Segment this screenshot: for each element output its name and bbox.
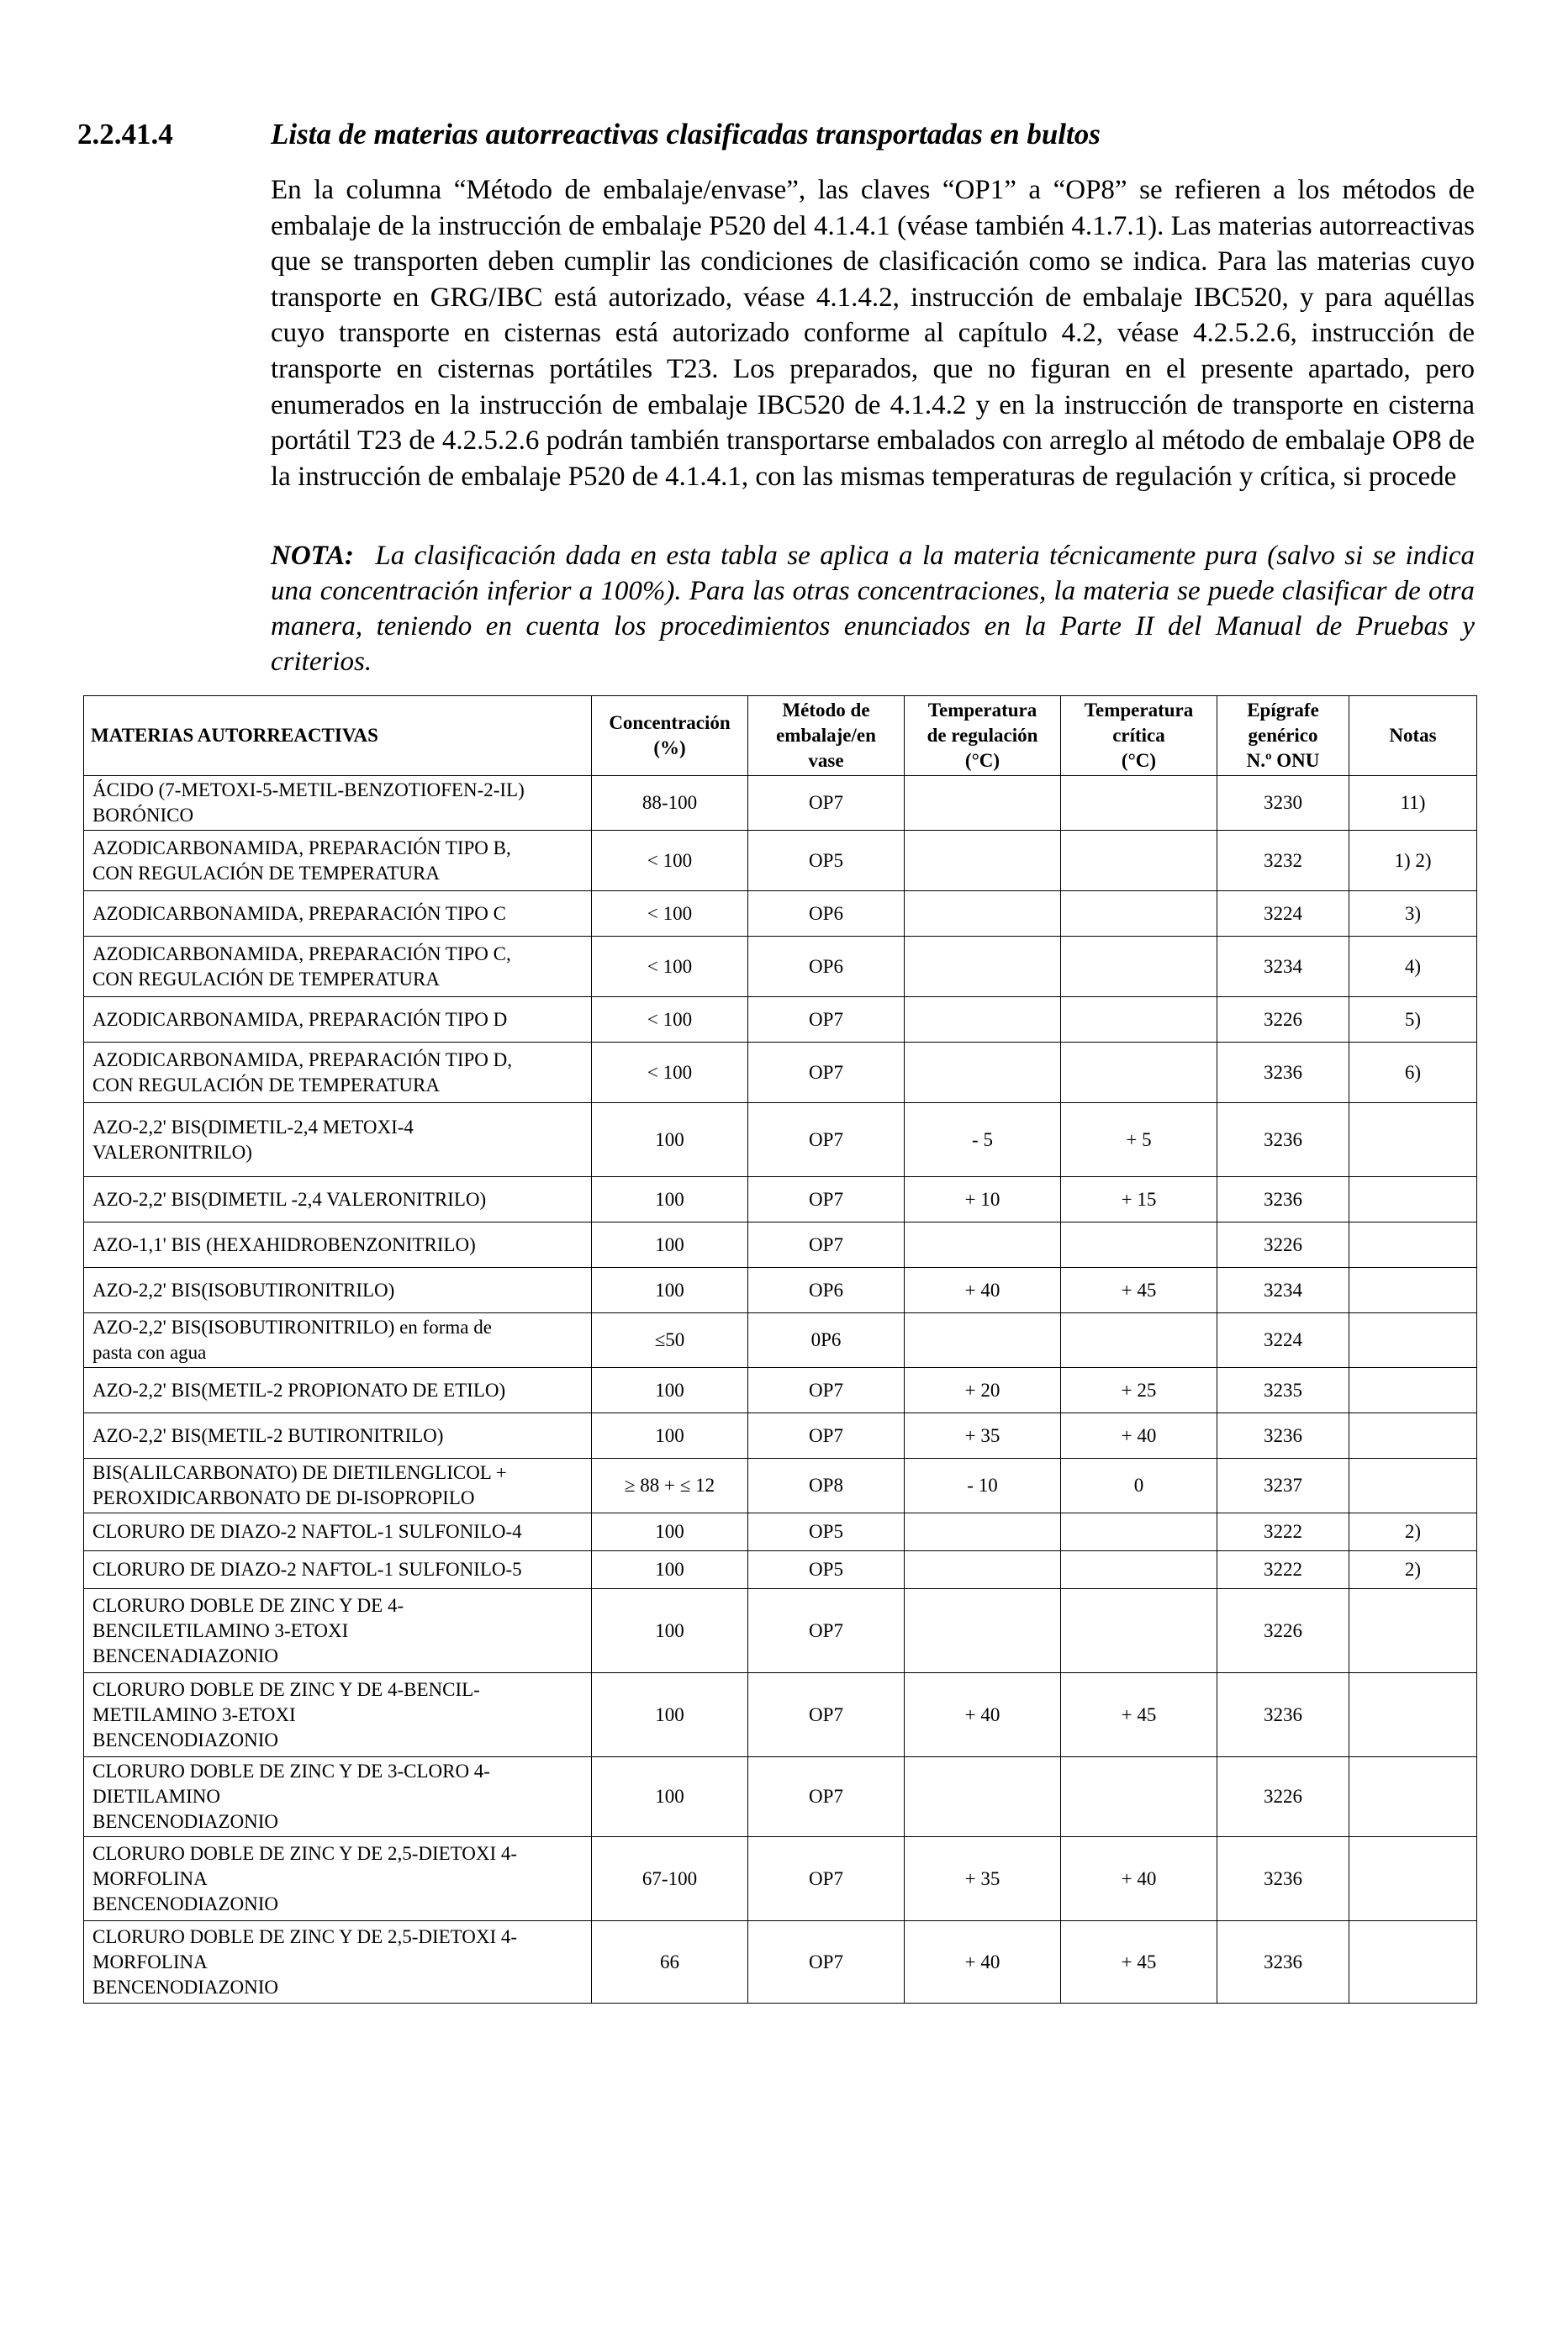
row-name: AZO-2,2' BIS(DIMETIL -2,4 VALERONITRILO) [84, 1177, 592, 1222]
row-concentracion: 100 [592, 1513, 748, 1551]
row-un-number: 3226 [1217, 1222, 1349, 1268]
row-temp-regulacion [905, 997, 1061, 1043]
row-metodo: OP7 [748, 1177, 905, 1222]
row-name: CLORURO DE DIAZO-2 NAFTOL-1 SULFONILO-4 [84, 1513, 592, 1551]
row-name: AZO-1,1' BIS (HEXAHIDROBENZONITRILO) [84, 1222, 592, 1268]
row-name: AZODICARBONAMIDA, PREPARACIÓN TIPO B, CON REGULACIÓN DE TEMPERATURA [84, 831, 592, 891]
row-metodo: OP5 [748, 831, 905, 891]
row-notas [1349, 1921, 1477, 2004]
table-row [84, 1177, 1477, 1222]
row-metodo: OP5 [748, 1513, 905, 1551]
row-name: AZO-2,2' BIS(METIL-2 PROPIONATO DE ETILO) [84, 1368, 592, 1413]
row-concentracion: < 100 [592, 831, 748, 891]
row-un-number: 3237 [1217, 1459, 1349, 1513]
row-notas [1349, 1757, 1477, 1837]
row-un-number: 3230 [1217, 776, 1349, 831]
row-metodo: OP7 [748, 1837, 905, 1921]
row-name: AZO-2,2' BIS(DIMETIL-2,4 METOXI-4 VALERONITRILO) [84, 1103, 592, 1177]
row-notas [1349, 1313, 1477, 1368]
row-name: AZODICARBONAMIDA, PREPARACIÓN TIPO D [84, 997, 592, 1043]
note-label: NOTA: [271, 541, 354, 571]
row-concentracion: 100 [592, 1222, 748, 1268]
row-metodo: OP7 [748, 997, 905, 1043]
row-concentracion: 67-100 [592, 1837, 748, 1921]
row-un-number: 3226 [1217, 997, 1349, 1043]
row-temp-regulacion [905, 937, 1061, 997]
row-un-number: 3234 [1217, 1268, 1349, 1313]
row-concentracion: 100 [592, 1551, 748, 1589]
row-un-number: 3234 [1217, 937, 1349, 997]
row-temp-critica [1061, 1589, 1217, 1673]
row-concentracion: 66 [592, 1921, 748, 2004]
row-concentracion: < 100 [592, 1043, 748, 1103]
table-row [84, 1222, 1477, 1268]
table-row [84, 1043, 1477, 1103]
row-notas: 4) [1349, 937, 1477, 997]
row-name: CLORURO DOBLE DE ZINC Y DE 2,5-DIETOXI 4- MORFOLINA BENCENODIAZONIO [84, 1837, 592, 1921]
row-concentracion: 88-100 [592, 776, 748, 831]
row-metodo: OP7 [748, 1921, 905, 2004]
table-row [84, 1459, 1477, 1513]
row-temp-critica [1061, 1551, 1217, 1589]
row-un-number: 3232 [1217, 831, 1349, 891]
table-row [84, 1368, 1477, 1413]
row-temp-regulacion [905, 1222, 1061, 1268]
row-concentracion: < 100 [592, 937, 748, 997]
table-row [84, 997, 1477, 1043]
row-notas [1349, 1589, 1477, 1673]
row-temp-regulacion: + 35 [905, 1837, 1061, 1921]
row-notas [1349, 1268, 1477, 1313]
row-temp-regulacion [905, 1513, 1061, 1551]
row-temp-regulacion [905, 1313, 1061, 1368]
table-row [84, 1673, 1477, 1757]
row-notas [1349, 1837, 1477, 1921]
table-row [84, 891, 1477, 937]
header-temp-critica: Temperatura crítica (°C) [1061, 696, 1217, 776]
row-un-number: 3236 [1217, 1921, 1349, 2004]
row-name: CLORURO DOBLE DE ZINC Y DE 2,5-DIETOXI 4- MORFOLINA BENCENODIAZONIO [84, 1921, 592, 2004]
table-header-row [84, 696, 1477, 776]
row-temp-regulacion: + 10 [905, 1177, 1061, 1222]
row-temp-critica [1061, 1043, 1217, 1103]
row-metodo: 0P6 [748, 1313, 905, 1368]
row-notas [1349, 1368, 1477, 1413]
row-metodo: OP7 [748, 1103, 905, 1177]
row-un-number: 3236 [1217, 1413, 1349, 1459]
header-materias: MATERIAS AUTORREACTIVAS [84, 696, 592, 776]
row-concentracion: < 100 [592, 891, 748, 937]
header-notas: Notas [1349, 696, 1477, 776]
row-metodo: OP5 [748, 1551, 905, 1589]
row-temp-critica [1061, 831, 1217, 891]
row-temp-regulacion: + 40 [905, 1673, 1061, 1757]
row-temp-regulacion: + 20 [905, 1368, 1061, 1413]
row-un-number: 3236 [1217, 1837, 1349, 1921]
row-temp-critica [1061, 891, 1217, 937]
table-row [84, 1313, 1477, 1368]
row-temp-critica: + 45 [1061, 1268, 1217, 1313]
row-temp-critica: + 45 [1061, 1921, 1217, 2004]
table-row [84, 1551, 1477, 1589]
row-concentracion: 100 [592, 1413, 748, 1459]
row-temp-critica [1061, 1757, 1217, 1837]
row-temp-critica [1061, 937, 1217, 997]
row-temp-regulacion [905, 1757, 1061, 1837]
row-metodo: OP7 [748, 1222, 905, 1268]
row-metodo: OP7 [748, 1757, 905, 1837]
row-temp-regulacion: - 10 [905, 1459, 1061, 1513]
row-un-number: 3235 [1217, 1368, 1349, 1413]
header-concentracion: Concentración (%) [592, 696, 748, 776]
row-notas [1349, 1222, 1477, 1268]
row-un-number: 3226 [1217, 1757, 1349, 1837]
row-notas: 2) [1349, 1513, 1477, 1551]
row-temp-critica: + 45 [1061, 1673, 1217, 1757]
row-name: AZODICARBONAMIDA, PREPARACIÓN TIPO C [84, 891, 592, 937]
row-temp-regulacion [905, 776, 1061, 831]
table-row [84, 1103, 1477, 1177]
row-temp-regulacion [905, 1551, 1061, 1589]
row-temp-critica [1061, 1222, 1217, 1268]
table-row [84, 1589, 1477, 1673]
row-notas [1349, 1459, 1477, 1513]
table-row [84, 1837, 1477, 1921]
row-name: AZODICARBONAMIDA, PREPARACIÓN TIPO D, CON REGULACIÓN DE TEMPERATURA [84, 1043, 592, 1103]
row-concentracion: 100 [592, 1268, 748, 1313]
row-temp-regulacion: + 35 [905, 1413, 1061, 1459]
row-metodo: OP7 [748, 776, 905, 831]
table-row [84, 1413, 1477, 1459]
header-temp-regulacion: Temperatura de regulación (°C) [905, 696, 1061, 776]
section-title: Lista de materias autorreactivas clasificadas transportadas en bultos [271, 118, 1101, 150]
row-metodo: OP7 [748, 1673, 905, 1757]
row-un-number: 3222 [1217, 1513, 1349, 1551]
row-un-number: 3222 [1217, 1551, 1349, 1589]
row-name: AZO-2,2' BIS(ISOBUTIRONITRILO) [84, 1268, 592, 1313]
row-name: AZODICARBONAMIDA, PREPARACIÓN TIPO C, CON REGULACIÓN DE TEMPERATURA [84, 937, 592, 997]
row-un-number: 3236 [1217, 1103, 1349, 1177]
row-temp-regulacion [905, 831, 1061, 891]
row-notas [1349, 1103, 1477, 1177]
row-concentracion: 100 [592, 1589, 748, 1673]
row-temp-critica: + 40 [1061, 1413, 1217, 1459]
table-row [84, 831, 1477, 891]
row-notas: 5) [1349, 997, 1477, 1043]
table-row [84, 1268, 1477, 1313]
row-metodo: OP6 [748, 891, 905, 937]
table-body [84, 776, 1477, 2004]
row-un-number: 3236 [1217, 1673, 1349, 1757]
row-un-number: 3226 [1217, 1589, 1349, 1673]
row-temp-regulacion: - 5 [905, 1103, 1061, 1177]
row-un-number: 3224 [1217, 891, 1349, 937]
row-concentracion: ≤50 [592, 1313, 748, 1368]
header-epigrafe: Epígrafe genérico N.º ONU [1217, 696, 1349, 776]
row-notas: 6) [1349, 1043, 1477, 1103]
row-notas [1349, 1673, 1477, 1757]
row-temp-critica: + 5 [1061, 1103, 1217, 1177]
row-temp-regulacion [905, 1043, 1061, 1103]
row-name: CLORURO DOBLE DE ZINC Y DE 4- BENCILETILAMINO 3-ETOXI BENCENADIAZONIO [84, 1589, 592, 1673]
header-metodo: Método de embalaje/en vase [748, 696, 905, 776]
self-reactive-substances-table [83, 695, 1477, 2004]
table-row [84, 776, 1477, 831]
row-un-number: 3236 [1217, 1043, 1349, 1103]
row-temp-critica: 0 [1061, 1459, 1217, 1513]
row-notas: 3) [1349, 891, 1477, 937]
table-row [84, 937, 1477, 997]
row-notas: 1) 2) [1349, 831, 1477, 891]
row-temp-critica [1061, 1313, 1217, 1368]
row-temp-regulacion: + 40 [905, 1921, 1061, 2004]
row-temp-critica [1061, 1513, 1217, 1551]
row-temp-critica [1061, 776, 1217, 831]
note-paragraph [271, 538, 1475, 679]
row-temp-critica: + 25 [1061, 1368, 1217, 1413]
row-un-number: 3236 [1217, 1177, 1349, 1222]
row-temp-regulacion [905, 1589, 1061, 1673]
row-metodo: OP7 [748, 1413, 905, 1459]
table-row [84, 1921, 1477, 2004]
row-name: CLORURO DOBLE DE ZINC Y DE 4-BENCIL- METILAMINO 3-ETOXI BENCENODIAZONIO [84, 1673, 592, 1757]
row-metodo: OP8 [748, 1459, 905, 1513]
row-concentracion: 100 [592, 1368, 748, 1413]
row-concentracion: 100 [592, 1673, 748, 1757]
section-number: 2.2.41.4 [77, 118, 173, 150]
row-concentracion: 100 [592, 1177, 748, 1222]
row-un-number: 3224 [1217, 1313, 1349, 1368]
row-metodo: OP7 [748, 1043, 905, 1103]
row-notas: 11) [1349, 776, 1477, 831]
row-concentracion: 100 [592, 1757, 748, 1837]
row-metodo: OP6 [748, 1268, 905, 1313]
table-row [84, 1757, 1477, 1837]
row-metodo: OP7 [748, 1368, 905, 1413]
note-text: La clasificación dada en esta tabla se aplica a la materia técnicamente pura (salvo si se indica una concentración inferior a 100%). Para las otras concentraciones, la materia se puede clasificar de otra manera, teniendo en cuenta los procedimientos enunciados en la Parte II del Manual de Pruebas y criterios. [271, 541, 1476, 677]
row-temp-regulacion [905, 891, 1061, 937]
row-notas: 2) [1349, 1551, 1477, 1589]
row-metodo: OP7 [748, 1589, 905, 1673]
row-notas [1349, 1177, 1477, 1222]
table-row [84, 1513, 1477, 1551]
row-metodo: OP6 [748, 937, 905, 997]
row-name: ÁCIDO (7-METOXI-5-METIL-BENZOTIOFEN-2-IL) BORÓNICO [84, 776, 592, 831]
row-name: AZO-2,2' BIS(METIL-2 BUTIRONITRILO) [84, 1413, 592, 1459]
row-name: CLORURO DOBLE DE ZINC Y DE 3-CLORO 4- DIETILAMINO BENCENODIAZONIO [84, 1757, 592, 1837]
row-concentracion: 100 [592, 1103, 748, 1177]
row-concentracion: < 100 [592, 997, 748, 1043]
row-temp-critica: + 40 [1061, 1837, 1217, 1921]
row-temp-critica [1061, 997, 1217, 1043]
row-notas [1349, 1413, 1477, 1459]
row-temp-regulacion: + 40 [905, 1268, 1061, 1313]
row-name: BIS(ALILCARBONATO) DE DIETILENGLICOL + PEROXIDICARBONATO DE DI-ISOPROPILO [84, 1459, 592, 1513]
row-concentracion: ≥ 88 + ≤ 12 [592, 1459, 748, 1513]
row-name: CLORURO DE DIAZO-2 NAFTOL-1 SULFONILO-5 [84, 1551, 592, 1589]
row-name: AZO-2,2' BIS(ISOBUTIRONITRILO) en forma de pasta con agua [84, 1313, 592, 1368]
row-temp-critica: + 15 [1061, 1177, 1217, 1222]
intro-paragraph: En la columna “Método de embalaje/envase”, las claves “OP1” a “OP8” se refieren a los métodos de embalaje de la instrucción de embalaje P520 del 4.1.4.1 (véase también 4.1.7.1). Las materias autorreactivas que se transporten deben cumplir las condiciones de clasificación como se indica. Para las materias cuyo transporte en GRG/IBC está autorizado, véase 4.1.4.2, instrucción de embalaje IBC520, y para aquéllas cuyo transporte en cisternas está autorizado conforme al capítulo 4.2, véase 4.2.5.2.6, instrucción de transporte en cisternas portátiles T23. Los preparados, que no figuran en el presente apartado, pero enumerados en la instrucción de embalaje IBC520 de 4.1.4.2 y en la instrucción de transporte en cisterna portátil T23 de 4.2.5.2.6 podrán también transportarse embalados con arreglo al método de embalaje OP8 de la instrucción de embalaje P520 de 4.1.4.1, con las mismas temperaturas de regulación y crítica, si procede [271, 175, 1475, 492]
